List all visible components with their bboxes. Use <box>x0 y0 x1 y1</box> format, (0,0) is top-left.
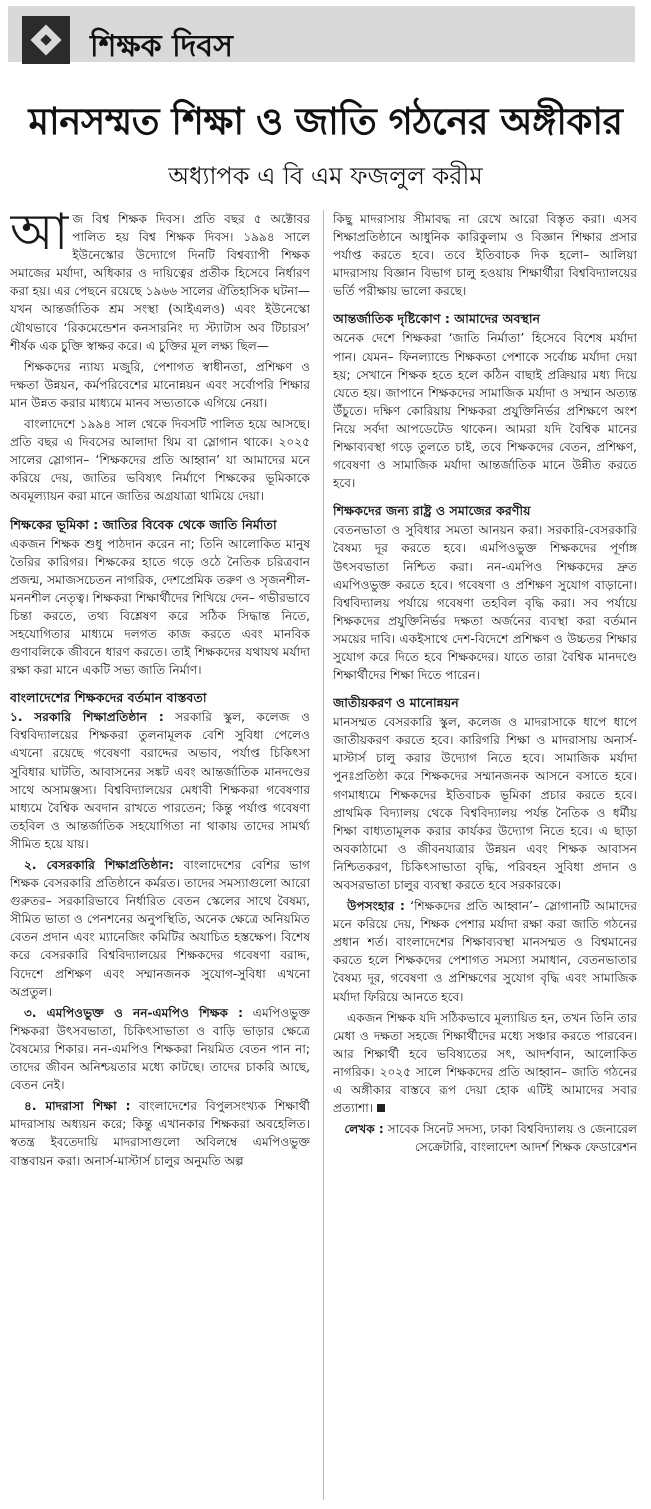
closing-paragraph <box>333 1009 637 1118</box>
drop-cap: আ <box>10 210 69 261</box>
section-logo-icon <box>22 16 70 64</box>
madrasa-label: ৪. মাদরাসা শিক্ষা : <box>24 1099 131 1114</box>
right-column <box>333 210 637 1505</box>
madrasa-text: বাংলাদেশের বিপুলসংখ্যক শিক্ষার্থী মাদরাসায় অধ্যয়ন করে; কিন্তু এখানকার শিক্ষকরা অবহেলিত। স্বতন্ত্র ইবতেদায়ি মাদরাসাগুলো অবিলম্বে এমপিওভুক্ত বাস্তবায়ন করা। অনার্স-মাস্টার্স চালুর অনুমতি অল্প <box>10 1099 310 1168</box>
left-column <box>10 210 310 1505</box>
duty-heading: শিক্ষকদের জন্য রাষ্ট্র ও সমাজের করণীয় <box>333 503 531 519</box>
reality-heading: বাংলাদেশের শিক্ষকদের বর্তমান বাস্তবতা <box>10 690 207 706</box>
writer-credit <box>333 1120 637 1156</box>
madrasa-continued: কিছু মাদরাসায় সীমাবদ্ধ না রেখে আরো বিস্তৃত করা। এসব শিক্ষাপ্রতিষ্ঠানে আধুনিক কারিকুলাম ও বিজ্ঞান শিক্ষার প্রসার পর্যাপ্ত করতে হবে। তবে ইতিবাচক দিক হলো– আলিয়া মাদরাসায় বিজ্ঞান বিভাগ চালু হওয়ায় শিক্ষার্থীরা বিশ্ববিদ্যালয়ের ভর্তি পরীক্ষায় ভালো করছে। <box>333 212 637 299</box>
end-mark-icon <box>377 1104 385 1112</box>
article-headline: মানসম্মত শিক্ষা ও জাতি গঠনের অঙ্গীকার <box>28 99 623 143</box>
mpo-text: এমপিওভুক্ত শিক্ষকরা উৎসবভাতা, চিকিৎসাভাতা ও বাড়ি ভাড়ার ক্ষেত্রে বৈষম্যের শিকার। নন-এমপিও শিক্ষকরা নিয়মিত বেতন পান না; তাদের জীবন অনিশ্চয়তার মধ্যে কাটছে। তাদের চাকরি আছে, বেতন নেই। <box>10 1005 310 1093</box>
gov-label: ১. সরকারি শিক্ষাপ্রতিষ্ঠান : <box>10 710 164 725</box>
private-text: বাংলাদেশের বেশির ভাগ শিক্ষক বেসরকারি প্রতিষ্ঠানে কর্মরত। তাদের সমস্যাগুলো আরো গুরুতর– সরকারিভাবে নির্ধারিত বেতন স্কেলের সাথে বৈষম্য, সীমিত ভাতা ও পেনশনের অনুপস্থিতি, অনেক ক্ষেত্রে অনিয়মিত বেতন প্রদান এবং ম্যানেজিং কমিটির অযাচিত হস্তক্ষেপ। বিশেষ করে বেসরকারি বিশ্ববিদ্যালয়ের শিক্ষকদের গবেষণা বরাদ্দ, বিদেশে প্রশিক্ষণ এবং সম্মানজনক সুযোগ-সুবিধা এখনো অপ্রতুল। <box>10 858 310 999</box>
conclusion-label: উপসংহার : <box>347 899 405 914</box>
section-title: শিক্ষক দিবস <box>90 29 233 64</box>
national-paragraph: মানসম্মত বেসরকারি স্কুল, কলেজ ও মাদরাসাকে ধাপে ধাপে জাতীয়করণ করতে হবে। কারিগরি শিক্ষা ও মাদরাসায় অনার্স-মাস্টার্স চালু করার উদ্যোগ নিতে হবে। সামাজিক মর্যাদা পুনঃপ্রতিষ্ঠা করে শিক্ষকদের সম্মানজনক আসনে বসাতে হবে। গণমাধ্যমে শিক্ষকদের ইতিবাচক ভূমিকা প্রচার করতে হবে। প্রাথমিক বিদ্যালয় থেকে বিশ্ববিদ্যালয় পর্যন্ত নৈতিক ও ধর্মীয় শিক্ষা বাধ্যতামূলক করার কার্যকর উদ্যোগ নিতে হবে। এ ছাড়া অবকাঠামো ও জীবনযাত্রার উন্নয়ন এবং শিক্ষক আবাসন নিশ্চিতকরণ, চিকিৎসাভাতা বৃদ্ধি, পরিবহন সুবিধা প্রদান ও অবসরভাতা চালুর ব্যবস্থা করতে হবে সরকারকে। <box>333 715 637 892</box>
duty-paragraph: বেতনভাতা ও সুবিধার সমতা আনয়ন করা। সরকারি-বেসরকারি বৈষম্য দূর করতে হবে। এমপিওভুক্ত শিক্ষকদের পূর্ণাঙ্গ উৎসবভাতা নিশ্চিত করা। নন-এমপিও শিক্ষকদের দ্রুত এমপিওভুক্ত করতে হবে। গবেষণা ও প্রশিক্ষণ সুযোগ বাড়ানো। বিশ্ববিদ্যালয় পর্যায়ে গবেষণা তহবিল বৃদ্ধি করা। সব পর্যায়ে শিক্ষকদের প্রযুক্তিনির্ভর দক্ষতা অর্জনের ব্যবস্থা করা বর্তমান সময়ের দাবি। একইসাথে দেশ-বিদেশে প্রশিক্ষণ ও উচ্চতর শিক্ষার সুযোগ করে দিতে হবে শিক্ষকদের। যাতে তারা বৈশ্বিক মানদণ্ডে শিক্ষার্থীদের শিক্ষা দিতে পারেন। <box>333 523 637 683</box>
gov-paragraph <box>10 708 310 853</box>
private-label: ২. বেসরকারি শিক্ষাপ্রতিষ্ঠান: <box>24 858 174 872</box>
madrasa-paragraph <box>10 1097 310 1169</box>
section-header-band <box>8 6 635 62</box>
intl-heading: আন্তর্জাতিক দৃষ্টিকোণ : আমাদের অবস্থান <box>333 311 540 327</box>
mpo-paragraph <box>10 1004 310 1094</box>
closing-text: একজন শিক্ষক যদি সঠিকভাবে মূল্যায়িত হন, তখন তিনি তার মেধা ও দক্ষতা সহজে শিক্ষার্থীদের মধ্যে সঞ্চার করতে পারবেন। আর শিক্ষার্থী হবে ভবিষ্যতের সৎ, আদর্শবান, আলোকিত নাগরিক। ২০২৫ সালে শিক্ষকদের প্রতি আহ্বান– জাতি গঠনের এ অঙ্গীকার বাস্তবে রূপ দেয়া হোক এটিই আমাদের সবার প্রত্যাশা। <box>333 1010 637 1116</box>
role-paragraph: একজন শিক্ষক শুধু পাঠদান করেন না; তিনি আলোকিত মানুষ তৈরির কারিগর। শিক্ষকের হাতে গড়ে ওঠে নৈতিক চরিত্রবান প্রজন্ম, সমাজসচেতন নাগরিক, দেশপ্রেমিক তরুণ ও সৃজনশীল-মননশীল নেতৃত্ব। শিক্ষকরা শিক্ষার্থীদের শিখিয়ে দেন– গভীরভাবে চিন্তা করতে, তথ্য বিশ্লেষণ করে সঠিক সিদ্ধান্ত নিতে, সহযোগিতার মাধ্যমে দলগত কাজ করতে এবং মানবিক গুণাবলিকে জীবনে ধারণ করতে। তাই শিক্ষকদের যথাযথ মর্যাদা রক্ষা করা মানে একটি সভ্য জাতি নির্মাণ। <box>10 536 310 678</box>
writer-label: লেখক : <box>344 1122 384 1137</box>
column-divider <box>323 210 324 1500</box>
intro-paragraph <box>10 210 310 355</box>
intl-paragraph: অনেক দেশে শিক্ষকরা ‘জাতি নির্মাতা’ হিসেবে বিশেষ মর্যাদা পান। যেমন– ফিনল্যান্ডে শিক্ষকতা পেশাকে সর্বোচ্চ মর্যাদা দেয়া হয়; সেখানে শিক্ষক হতে হলে কঠিন বাছাই প্রক্রিয়ার মধ্য দিয়ে যেতে হয়। জাপানে শিক্ষকদের সামাজিক মর্যাদা ও সম্মান অত্যন্ত উঁচুতে। দক্ষিণ কোরিয়ায় শিক্ষকরা প্রযুক্তিনির্ভর প্রশিক্ষণে অংশ নিয়ে সর্বদা আপডেটেড থাকেন। আমরা যদি বৈশ্বিক মানের শিক্ষাব্যবস্থা গড়ে তুলতে চাই, তবে শিক্ষকদের বেতন, প্রশিক্ষণ, গবেষণা ও সামাজিক মর্যাদা আন্তর্জাতিক মানে উন্নীত করতে হবে। <box>333 331 637 491</box>
mpo-label: ৩. এমপিওভুক্ত ও নন-এমপিও শিক্ষক : <box>24 1005 243 1020</box>
article-author: অধ্যাপক এ বি এম ফজলুল করীম <box>168 162 483 190</box>
conclusion-text: ‘শিক্ষকদের প্রতি আহ্বান’– স্লোগানটি আমাদের মনে করিয়ে দেয়, শিক্ষক পেশার মর্যাদা রক্ষা করা জাতি গঠনের প্রধান শর্ত। বাংলাদেশের শিক্ষাব্যবস্থা মানসম্মত ও বিশ্বমানের করতে হলে শিক্ষকদের পেশাগত সমস্যা সমাধান, বেতনভাতার বৈষম্য দূর, গবেষণা ও প্রশিক্ষণের সুযোগ বৃদ্ধি এবং সামাজিক মর্যাদা ফিরিয়ে আনতে হবে। <box>333 899 637 1004</box>
role-heading: শিক্ষকের ভূমিকা : জাতির বিবেক থেকে জাতি নির্মাতা <box>10 516 277 532</box>
conclusion-paragraph <box>333 897 637 1006</box>
national-heading: জাতীয়করণ ও মানোন্নয়ন <box>333 695 459 711</box>
writer-text: সাবেক সিনেট সদস্য, ঢাকা বিশ্ববিদ্যালয় ও জেনারেল সেক্রেটারি, বাংলাদেশ আদর্শ শিক্ষক ফেডারেশন <box>387 1122 637 1155</box>
gov-text: সরকারি স্কুল, কলেজ ও বিশ্ববিদ্যালয়ের শিক্ষকরা তুলনামূলক বেশি সুবিধা পেলেও এখনো রয়েছে গবেষণা বরাদ্দের অভাব, পর্যাপ্ত চিকিৎসা সুবিধার ঘাটতি, আবাসনের সঙ্কট এবং আন্তর্জাতিক মানদণ্ডের সাথে অসামঞ্জস্য। বিশ্ববিদ্যালয়ের মেধাবী শিক্ষকরা গবেষণার মাধ্যমে বৈশ্বিক অবদান রাখতে পারতেন; কিন্তু পর্যাপ্ত গবেষণা তহবিল ও আন্তর্জাতিক সহযোগিতা না থাকায় তাদের সামর্থ্য সীমিত হয়ে যায়। <box>10 710 310 851</box>
intro-text: জ বিশ্ব শিক্ষক দিবস। প্রতি বছর ৫ অক্টোবর পালিত হয় বিশ্ব শিক্ষক দিবস। ১৯৯৪ সালে ইউনেস্কোর উদ্যোগে দিনটি বিশ্বব্যাপী শিক্ষক সমাজের মর্যাদা, অধিকার ও দায়িত্বের প্রতীক হিসেবে নির্ধারণ করা হয়। এর পেছনে রয়েছে ১৯৬৬ সালের ঐতিহাসিক ঘটনা— যখন আন্তর্জাতিক শ্রম সংস্থা (আইএলও) এবং ইউনেস্কো যৌথভাবে ‘রিকমেন্ডেশন কনসারনিং দ্য স্ট্যাটাস অব টিচারস’ শীর্ষক এক চুক্তি স্বাক্ষর করে। এ চুক্তির মূল লক্ষ্য ছিল— <box>10 212 310 353</box>
intro-paragraph-2: শিক্ষকদের ন্যায্য মজুরি, পেশাগত স্বাধীনতা, প্রশিক্ষণ ও দক্ষতা উন্নয়ন, কর্মপরিবেশের মানোন্নয়ন এবং সর্বোপরি শিক্ষার মান উন্নত করার মাধ্যমে মানব সভ্যতাকে এগিয়ে নেয়া। <box>10 359 310 410</box>
private-paragraph <box>10 856 310 1001</box>
intro-paragraph-3: বাংলাদেশে ১৯৯৪ সাল থেকে দিবসটি পালিত হয়ে আসছে। প্রতি বছর এ দিবসের আলাদা থিম বা স্লোগান থাকে। ২০২৫ সালের স্লোগান– ‘শিক্ষকদের প্রতি আহ্বান’ যা আমাদের মনে করিয়ে দেয়, জাতির ভবিষ্যৎ নির্মাণে শিক্ষকের ভূমিকাকে অবমূল্যায়ন করা মানে জাতির অগ্রযাত্রা থামিয়ে দেয়া। <box>10 417 310 504</box>
